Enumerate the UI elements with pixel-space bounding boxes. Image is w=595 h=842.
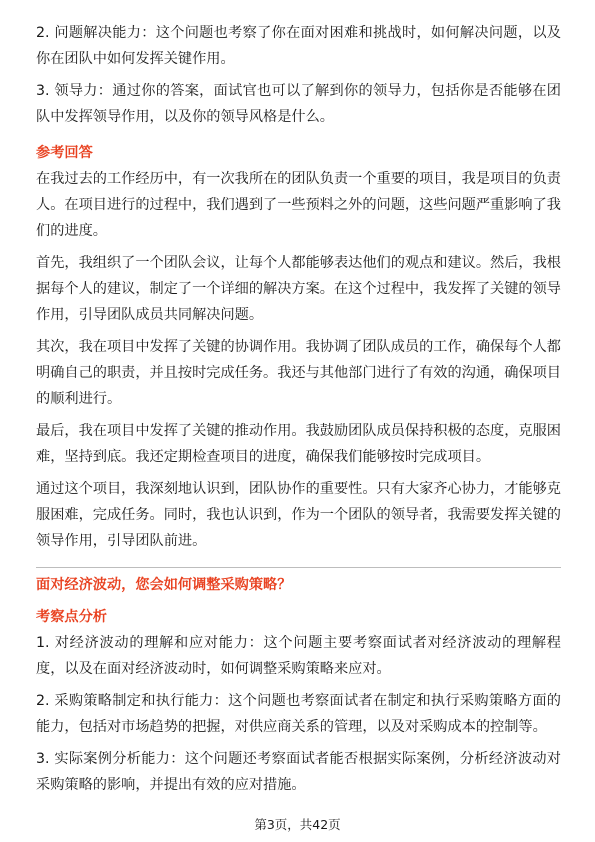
- page-number-footer: 第3页，共42页: [254, 817, 341, 832]
- question-title: 面对经济波动，您会如何调整采购策略？: [36, 577, 292, 593]
- answer-paragraph: 通过这个项目，我深刻地认识到，团队协作的重要性。只有大家齐心协力，才能够克服困难，完成任务。同时，我也认识到，作为一个团队的领导者，我需要发挥关键的领导作用，引导团队前进。: [36, 481, 561, 549]
- page-content: [36, 20, 561, 798]
- top-section: [36, 20, 561, 130]
- section-divider: [36, 567, 561, 568]
- analysis-list-item-3: 3. 实际案例分析能力：这个问题还考察面试者能否根据实际案例，分析经济波动对采购策略的影响，并提出有效的应对措施。: [36, 751, 561, 793]
- answer-paragraph: 首先，我组织了一个团队会议，让每个人都能够表达他们的观点和建议。然后，我根据每个人的建议，制定了一个详细的解决方案。在这个过程中，我发挥了关键的领导作用，引导团队成员共同解决问题。: [36, 255, 561, 323]
- answer-paragraph: 其次，我在项目中发挥了关键的协调作用。我协调了团队成员的工作，确保每个人都明确自己的职责，并且按时完成任务。我还与其他部门进行了有效的沟通，确保项目的顺利进行。: [36, 339, 561, 407]
- analysis-heading: 考察点分析: [36, 609, 107, 625]
- answer-paragraph: 最后，我在项目中发挥了关键的推动作用。我鼓励团队成员保持积极的态度，克服困难，坚持到底。我还定期检查项目的进度，确保我们能够按时完成项目。: [36, 423, 561, 465]
- top-list-item-2: 2. 问题解决能力：这个问题也考察了你在面对困难和挑战时，如何解决问题，以及你在团队中如何发挥关键作用。: [36, 25, 561, 67]
- answer-paragraph: 在我过去的工作经历中，有一次我所在的团队负责一个重要的项目，我是项目的负责人。在项目进行的过程中，我们遇到了一些预料之外的问题，这些问题严重影响了我们的进度。: [36, 171, 561, 239]
- analysis-list-item-2: 2. 采购策略制定和执行能力：这个问题也考察面试者在制定和执行采购策略方面的能力，包括对市场趋势的把握，对供应商关系的管理，以及对采购成本的控制等。: [36, 693, 561, 735]
- answer-heading: 参考回答: [36, 145, 93, 161]
- top-list-item-3: 3. 领导力：通过你的答案，面试官也可以了解到你的领导力，包括你是否能够在团队中发挥领导作用，以及你的领导风格是什么。: [36, 83, 561, 125]
- answer-section: [36, 140, 561, 554]
- analysis-list-item-1: 1. 对经济波动的理解和应对能力：这个问题主要考察面试者对经济波动的理解程度，以及在面对经济波动时，如何调整采购策略来应对。: [36, 635, 561, 677]
- question-section: [36, 572, 561, 798]
